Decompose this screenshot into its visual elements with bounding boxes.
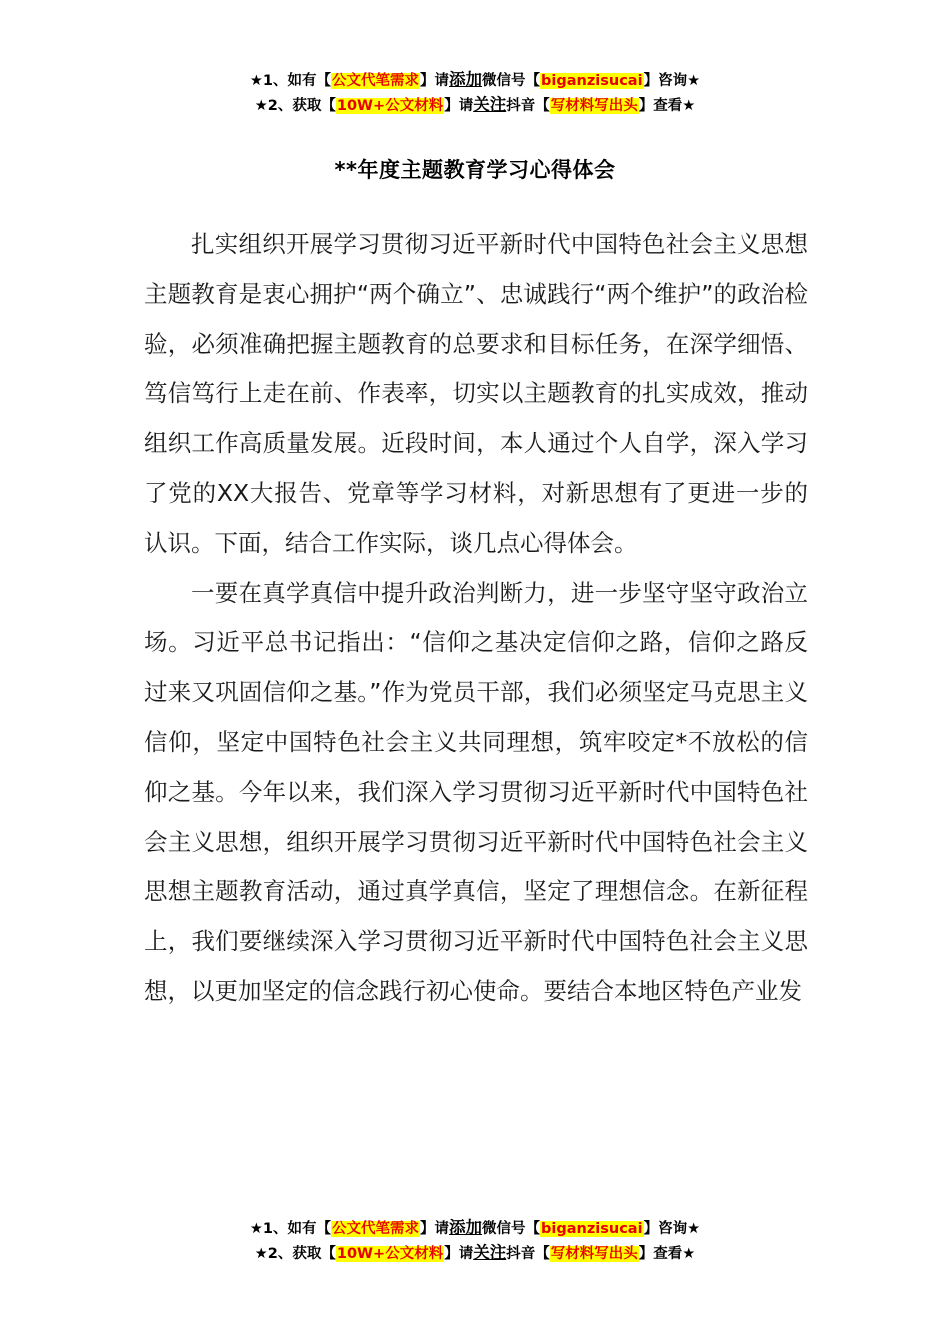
banner-text: 】请 [420, 1221, 450, 1237]
banner-text: 微信号【 [482, 1221, 541, 1237]
banner-text: 抖音【 [506, 1246, 550, 1262]
banner-text: 】请 [444, 98, 474, 114]
banner-emphasis: 关注 [473, 95, 507, 114]
banner-text: 抖音【 [506, 98, 550, 114]
banner-highlight: 10W+公文材料 [336, 1246, 444, 1262]
banner-line-2 [0, 1241, 950, 1266]
document-body [144, 220, 808, 1017]
douyin-id-highlight: 写材料写出头 [550, 1246, 638, 1262]
footer-banner [0, 1216, 950, 1266]
banner-text: 1、如有【 [262, 1221, 332, 1237]
banner-text: 】请 [444, 1246, 474, 1262]
banner-emphasis: 添加 [449, 1218, 483, 1237]
star-icon: ★ [682, 98, 696, 114]
star-icon: ★ [687, 73, 701, 89]
wechat-id-highlight: biganzisucai [541, 73, 643, 89]
star-icon: ★ [249, 73, 263, 89]
banner-text: 】咨询 [643, 73, 688, 89]
paragraph: 扎实组织开展学习贯彻习近平新时代中国特色社会主义思想主题教育是衷心拥护“两个确立”、忠诚践行“两个维护”的政治检验，必须准确把握主题教育的总要求和目标任务，在深学细悟、笃信笃行上走在前、作表率，切实以主题教育的扎实成效，推动组织工作高质量发展。近段时间，本人通过个人自学，深入学习了党的XX大报告、党章等学习材料，对新思想有了更进一步的认识。下面，结合工作实际，谈几点心得体会。 [144, 230, 808, 557]
banner-line-2 [0, 93, 950, 118]
banner-text: 】请 [420, 73, 450, 89]
banner-text: 2、获取【 [267, 1246, 336, 1262]
banner-highlight: 10W+公文材料 [336, 98, 444, 114]
wechat-id-highlight: biganzisucai [541, 1221, 643, 1237]
banner-line-1 [0, 1216, 950, 1241]
banner-text: 】查看 [638, 98, 683, 114]
star-icon: ★ [254, 98, 268, 114]
douyin-id-highlight: 写材料写出头 [550, 98, 638, 114]
header-banner [0, 68, 950, 118]
banner-highlight: 公文代笔需求 [332, 1221, 420, 1237]
paragraph: 一要在真学真信中提升政治判断力，进一步坚守坚守政治立场。习近平总书记指出：“信仰之基决定信仰之路，信仰之路反过来又巩固信仰之基。”作为党员干部，我们必须坚定马克思主义信仰，坚定中国特色社会主义共同理想，筑牢咬定*不放松的信仰之基。今年以来，我们深入学习贯彻习近平新时代中国特色社会主义思想，组织开展学习贯彻习近平新时代中国特色社会主义思想主题教育活动，通过真学真信，坚定了理想信念。在新征程上，我们要继续深入学习贯彻习近平新时代中国特色社会主义思想，以更加坚定的信念践行初心使命。要结合本地区特色产业发 [144, 578, 808, 1005]
banner-line-1 [0, 68, 950, 93]
star-icon: ★ [254, 1246, 268, 1262]
document-title: **年度主题教育学习心得体会 [334, 158, 616, 182]
banner-emphasis: 添加 [449, 70, 483, 89]
banner-highlight: 公文代笔需求 [332, 73, 420, 89]
star-icon: ★ [687, 1221, 701, 1237]
banner-text: 2、获取【 [267, 98, 336, 114]
banner-text: 1、如有【 [262, 73, 332, 89]
star-icon: ★ [682, 1246, 696, 1262]
banner-text: 】咨询 [643, 1221, 688, 1237]
banner-text: 微信号【 [482, 73, 541, 89]
banner-emphasis: 关注 [473, 1243, 507, 1262]
star-icon: ★ [249, 1221, 263, 1237]
banner-text: 】查看 [638, 1246, 683, 1262]
